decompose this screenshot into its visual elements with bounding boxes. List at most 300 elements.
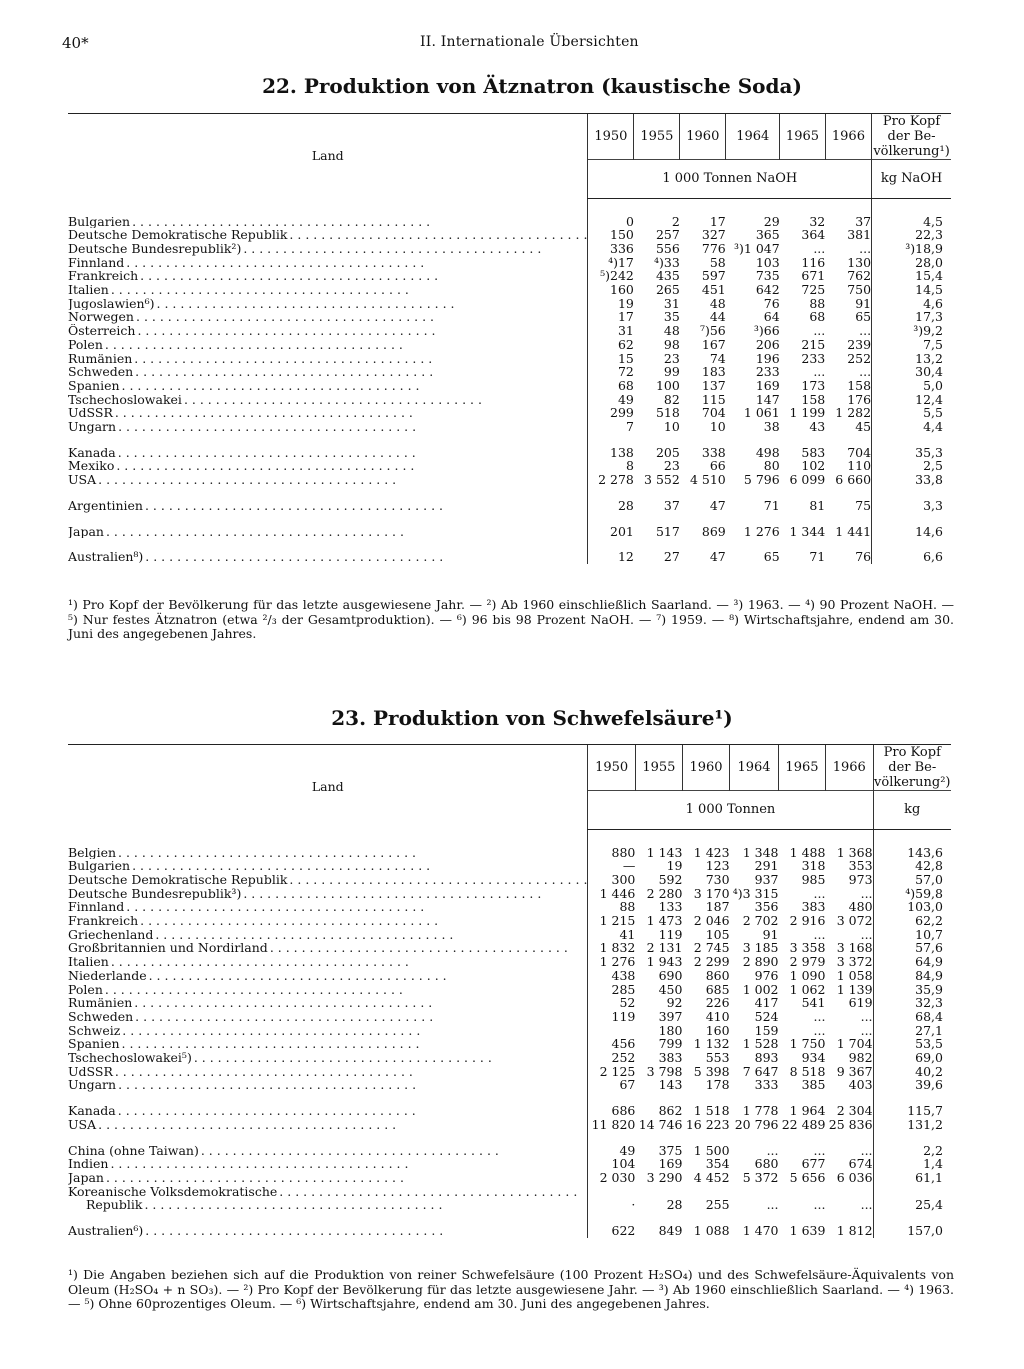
value-cell: 58 <box>709 254 726 270</box>
running-head: II. Internationale Übersichten <box>420 34 639 50</box>
per-capita-cell: 6,6 <box>872 550 951 564</box>
value-cell: 3 290 <box>646 1169 683 1185</box>
per-capita-cell: 5,5 <box>872 406 951 420</box>
table-row <box>68 525 951 539</box>
value-cell: ... <box>860 1008 873 1024</box>
country-cell: Schweden . . . <box>68 365 588 379</box>
per-capita-cell: 35,9 <box>873 983 951 997</box>
per-capita-cell: 2,5 <box>872 459 951 473</box>
value-cell: 3 072 <box>836 913 873 929</box>
year-header: 1966 <box>825 745 873 791</box>
value-cell: 3 168 <box>836 940 873 956</box>
value-cell: 72 <box>588 365 634 379</box>
value-cell: 169 <box>755 377 780 393</box>
value-cell: 686 <box>588 1104 635 1118</box>
value-cell: 74 <box>709 350 726 366</box>
per-capita-cell: 157,0 <box>873 1224 951 1238</box>
value-cell: 299 <box>588 406 634 420</box>
country-cell: Australien⁶) . . . <box>68 1224 588 1238</box>
value-cell: 119 <box>658 926 683 942</box>
country-cell: Finnland . . . <box>68 900 588 914</box>
value-cell: 776 <box>701 240 726 256</box>
value-cell: 31 <box>663 295 680 311</box>
value-cell: 255 <box>705 1197 730 1213</box>
value-cell: 19 <box>588 297 634 311</box>
table-row <box>68 1078 951 1092</box>
year-header: 1950 <box>588 114 634 160</box>
value-cell: 71 <box>763 497 780 513</box>
value-cell: 327 <box>701 227 726 243</box>
value-cell: ... <box>813 364 826 380</box>
value-cell: 2 890 <box>742 954 779 970</box>
value-cell: 103 <box>755 254 780 270</box>
value-cell: 5 372 <box>742 1169 779 1185</box>
country-cell: Polen . . . <box>68 983 588 997</box>
value-cell: ... <box>813 240 826 256</box>
value-cell: 1 062 <box>789 981 826 997</box>
value-cell: 7 <box>588 420 634 434</box>
table-row <box>68 283 951 297</box>
table-row <box>68 338 951 352</box>
per-capita-cell: ³)18,9 <box>872 242 951 256</box>
value-cell: 206 <box>755 336 780 352</box>
table-row <box>68 996 951 1010</box>
value-cell: 23 <box>663 350 680 366</box>
value-cell: 1 778 <box>742 1103 779 1119</box>
value-cell: 1 058 <box>836 967 873 983</box>
value-cell: 8 518 <box>789 1063 826 1079</box>
value-cell: 66 <box>709 458 726 474</box>
value-cell: 2 278 <box>588 473 634 487</box>
value-cell: 285 <box>588 983 635 997</box>
page-number: 40* <box>62 34 89 52</box>
value-cell: 456 <box>588 1037 635 1051</box>
value-cell: 49 <box>588 393 634 407</box>
per-capita-cell: 69,0 <box>873 1051 951 1065</box>
per-capita-cell: 32,3 <box>873 996 951 1010</box>
table-row <box>68 473 951 487</box>
value-cell: 403 <box>848 1077 873 1093</box>
value-cell: 75 <box>855 497 872 513</box>
value-cell: 233 <box>801 350 826 366</box>
value-cell: 849 <box>658 1223 683 1239</box>
value-cell: 642 <box>755 282 780 298</box>
per-capita-cell: 53,5 <box>873 1037 951 1051</box>
value-cell: 318 <box>801 858 826 874</box>
value-cell: 524 <box>754 1008 779 1024</box>
value-cell: ... <box>859 364 872 380</box>
value-cell: 9 367 <box>836 1063 873 1079</box>
country-cell: Republik . . . <box>68 1198 588 1212</box>
value-cell: 159 <box>754 1022 779 1038</box>
per-capita-unit: kg <box>873 791 951 830</box>
table-row <box>68 941 951 955</box>
table-row <box>68 859 951 873</box>
per-capita-cell: 14,5 <box>872 283 951 297</box>
country-cell: Italien . . . <box>68 955 588 969</box>
per-capita-cell: 33,8 <box>872 473 951 487</box>
per-capita-cell: 12,4 <box>872 393 951 407</box>
per-capita-cell: 25,4 <box>873 1198 951 1212</box>
value-cell: 102 <box>801 458 826 474</box>
per-capita-cell: 28,0 <box>872 256 951 270</box>
table-row <box>68 900 951 914</box>
value-cell: 725 <box>801 282 826 298</box>
per-capita-cell: 7,5 <box>872 338 951 352</box>
value-cell: 173 <box>801 377 826 393</box>
table-row <box>68 393 951 407</box>
country-cell: Bulgarien . . . <box>68 215 588 229</box>
value-cell: 451 <box>701 282 726 298</box>
value-cell: 65 <box>855 309 872 325</box>
value-cell: 158 <box>847 377 872 393</box>
per-capita-cell: 39,6 <box>873 1078 951 1092</box>
value-cell: — <box>588 859 635 873</box>
value-cell: 115 <box>701 391 726 407</box>
country-cell: Spanien . . . <box>68 1037 588 1051</box>
table-row <box>68 420 951 434</box>
value-cell: · <box>588 1198 635 1212</box>
value-cell: 435 <box>655 268 680 284</box>
value-cell: 1 215 <box>588 914 635 928</box>
country-cell: UdSSR . . . <box>68 1065 588 1079</box>
value-cell: 438 <box>588 969 635 983</box>
value-cell: 976 <box>754 967 779 983</box>
value-cell: 196 <box>755 350 780 366</box>
value-cell: 110 <box>847 458 872 474</box>
value-cell: 8 <box>588 459 634 473</box>
value-cell: ... <box>766 1142 779 1158</box>
country-cell: Österreich . . . <box>68 324 588 338</box>
value-cell: 6 660 <box>835 472 872 488</box>
per-capita-cell <box>873 1185 951 1199</box>
per-capita-header: Pro Kopf der Be- völkerung²) <box>874 745 951 790</box>
value-cell: ... <box>766 1197 779 1213</box>
table-row <box>68 365 951 379</box>
value-cell: 169 <box>658 1156 683 1172</box>
value-cell: 860 <box>705 967 730 983</box>
country-cell: Italien . . . <box>68 283 588 297</box>
value-cell: ... <box>813 323 826 339</box>
table-22-body <box>68 199 951 564</box>
value-cell: ... <box>859 240 872 256</box>
value-cell: 11 820 <box>588 1118 635 1132</box>
country-cell: Indien . . . <box>68 1157 588 1171</box>
table-row <box>68 499 951 513</box>
per-capita-cell: 17,3 <box>872 310 951 324</box>
value-cell: 226 <box>705 995 730 1011</box>
table-row <box>68 297 951 311</box>
value-cell: 119 <box>588 1010 635 1024</box>
value-cell: 178 <box>705 1077 730 1093</box>
value-cell: 480 <box>848 899 873 915</box>
per-capita-unit: kg NaOH <box>872 160 951 199</box>
value-cell: 23 <box>663 458 680 474</box>
per-capita-cell: ³)9,2 <box>872 324 951 338</box>
value-cell: 27 <box>663 549 680 565</box>
value-cell: 47 <box>709 497 726 513</box>
value-cell: ⁴)17 <box>588 256 634 270</box>
group-spacer <box>68 830 951 846</box>
table-row <box>68 969 951 983</box>
value-cell: 43 <box>809 419 826 435</box>
value-cell: 3 552 <box>644 472 680 488</box>
value-cell: ... <box>813 1022 826 1038</box>
year-header: 1960 <box>680 114 726 160</box>
value-cell: 12 <box>588 550 634 564</box>
value-cell: ... <box>860 1197 873 1213</box>
value-cell: ⁴)33 <box>654 254 680 270</box>
year-header: 1960 <box>682 745 729 791</box>
value-cell: 592 <box>658 871 683 887</box>
value-cell: 2 280 <box>646 885 683 901</box>
value-cell: 934 <box>801 1050 826 1066</box>
value-cell: 17 <box>709 213 726 229</box>
value-cell: 99 <box>663 364 680 380</box>
value-cell: 410 <box>705 1008 730 1024</box>
value-cell: 3 185 <box>742 940 779 956</box>
year-header: 1965 <box>780 114 826 160</box>
value-cell: 116 <box>801 254 826 270</box>
per-capita-cell: 57,0 <box>873 873 951 887</box>
table-row <box>68 324 951 338</box>
value-cell: 88 <box>809 295 826 311</box>
value-cell: 1 832 <box>588 941 635 955</box>
per-capita-cell: 40,2 <box>873 1065 951 1079</box>
value-cell: 1 143 <box>646 844 683 860</box>
value-cell: ⁵)242 <box>588 269 634 283</box>
value-cell: 1 132 <box>693 1036 730 1052</box>
value-cell: 1 276 <box>588 955 635 969</box>
value-cell: 16 223 <box>685 1116 730 1132</box>
value-cell: 556 <box>655 240 680 256</box>
value-cell: 180 <box>658 1022 683 1038</box>
value-cell: 48 <box>709 295 726 311</box>
table-23-body <box>68 830 951 1238</box>
value-cell: 869 <box>701 523 726 539</box>
country-cell: Frankreich . . . <box>68 914 588 928</box>
value-cell: 5 796 <box>743 472 780 488</box>
value-cell: 2 299 <box>693 954 730 970</box>
value-cell: 893 <box>754 1050 779 1066</box>
value-cell: 257 <box>655 227 680 243</box>
country-cell: Mexiko . . . <box>68 459 588 473</box>
value-cell: 1 518 <box>693 1103 730 1119</box>
value-cell: 76 <box>763 295 780 311</box>
value-cell: 176 <box>847 391 872 407</box>
value-cell: ... <box>860 1022 873 1038</box>
value-cell: 680 <box>754 1156 779 1172</box>
value-cell: 123 <box>705 858 730 874</box>
country-cell: Schweden . . . <box>68 1010 588 1024</box>
table-row <box>68 269 951 283</box>
value-cell: ³)66 <box>753 323 780 339</box>
value-cell: 383 <box>801 899 826 915</box>
per-capita-cell: 64,9 <box>873 955 951 969</box>
value-cell: 160 <box>588 283 634 297</box>
value-cell: 233 <box>755 364 780 380</box>
table-row <box>68 1010 951 1024</box>
value-cell: ... <box>813 1197 826 1213</box>
value-cell: 88 <box>588 900 635 914</box>
country-cell: Schweiz . . . <box>68 1024 588 1038</box>
value-cell <box>588 1024 635 1038</box>
value-cell: 671 <box>801 268 826 284</box>
value-cell: 1 446 <box>588 887 635 901</box>
value-cell: 1 090 <box>789 967 826 983</box>
country-cell: Bulgarien . . . <box>68 859 588 873</box>
value-cell: 498 <box>755 444 780 460</box>
value-cell: 541 <box>801 995 826 1011</box>
table-row <box>68 928 951 942</box>
value-cell: ... <box>859 323 872 339</box>
value-cell: 67 <box>588 1078 635 1092</box>
value-cell: 690 <box>658 967 683 983</box>
table-22-footnote: ¹) Pro Kopf der Bevölkerung für das letzte ausgewiesene Jahr. — ²) Ab 1960 einschließlich Saarland. — ³) 1963. — ⁴) 90 Prozent NaOH. — ⁵) Nur festes Ätznatron (etwa ²/₃ der Gesamtproduktion). — ⁶) 96 bis 98 Prozent NaOH. — ⁷) 1959. — ⁸) Wirtschaftsjahre, endend am 30. Juni des angegebenen Jahres. <box>68 597 954 641</box>
value-cell: 5 656 <box>789 1169 826 1185</box>
per-capita-cell: 27,1 <box>873 1024 951 1038</box>
value-cell: 41 <box>588 928 635 942</box>
value-cell: 383 <box>658 1050 683 1066</box>
value-cell: 28 <box>588 499 634 513</box>
value-cell: 750 <box>847 282 872 298</box>
value-cell: 201 <box>588 525 634 539</box>
country-cell: Ungarn . . . <box>68 1078 588 1092</box>
value-cell: 143 <box>658 1077 683 1093</box>
table-row <box>68 459 951 473</box>
value-cell: 365 <box>755 227 780 243</box>
value-cell: 1 061 <box>743 405 780 421</box>
value-cell: 80 <box>763 458 780 474</box>
table-row <box>68 1171 951 1185</box>
country-cell: Kanada . . . <box>68 446 588 460</box>
table-row <box>68 310 951 324</box>
table-row <box>68 379 951 393</box>
value-cell: 49 <box>588 1144 635 1158</box>
value-cell: 147 <box>755 391 780 407</box>
per-capita-cell: 10,7 <box>873 928 951 942</box>
value-cell: 138 <box>588 446 634 460</box>
country-cell: Griechenland . . . <box>68 928 588 942</box>
value-cell: 160 <box>705 1022 730 1038</box>
table-row <box>68 846 951 860</box>
value-cell: 91 <box>762 926 779 942</box>
per-capita-cell: 30,4 <box>872 365 951 379</box>
unit-header: 1 000 Tonnen NaOH <box>588 160 872 199</box>
value-cell: 704 <box>701 405 726 421</box>
per-capita-cell: 131,2 <box>873 1118 951 1132</box>
country-cell: Polen . . . <box>68 338 588 352</box>
country-cell: Spanien . . . <box>68 379 588 393</box>
value-cell: 1 639 <box>789 1223 826 1239</box>
value-cell: 22 489 <box>781 1116 826 1132</box>
country-cell: Belgien . . . <box>68 846 588 860</box>
value-cell: 1 488 <box>789 844 826 860</box>
table-22 <box>68 113 951 564</box>
value-cell: 291 <box>754 858 779 874</box>
country-cell: Kanada . . . <box>68 1104 588 1118</box>
value-cell: 518 <box>655 405 680 421</box>
per-capita-cell: 143,6 <box>873 846 951 860</box>
table-23-footnote: ¹) Die Angaben beziehen sich auf die Produktion von reiner Schwefelsäure (100 Prozent H₂SO₄) und des Schwefelsäure-Äquivalents von Oleum (H₂SO₄ + n SO₃). — ²) Pro Kopf der Bevölkerung für das letzte ausgewiesene Jahr. — ³) Ab 1960 einschließlich Saarland. — ⁴) 1963. — ⁵) Ohne 60prozentiges Oleum. — ⁶) Wirtschaftsjahre, endend am 30. Juni des angegebenen Jahres. <box>68 1267 954 1311</box>
value-cell: 2 745 <box>693 940 730 956</box>
value-cell: 7 647 <box>742 1063 779 1079</box>
value-cell: 417 <box>754 995 779 1011</box>
value-cell: 32 <box>809 213 826 229</box>
value-cell: 91 <box>855 295 872 311</box>
value-cell: 619 <box>848 995 873 1011</box>
value-cell: 35 <box>663 309 680 325</box>
value-cell: 3 798 <box>646 1063 683 1079</box>
table-row <box>68 1051 951 1065</box>
group-spacer <box>68 513 951 525</box>
value-cell: 62 <box>588 338 634 352</box>
value-cell: 1 704 <box>836 1036 873 1052</box>
value-cell: 6 099 <box>789 472 826 488</box>
value-cell: 364 <box>801 227 826 243</box>
value-cell: 20 796 <box>734 1116 779 1132</box>
country-cell: Japan . . . <box>68 525 588 539</box>
value-cell: 187 <box>705 899 730 915</box>
value-cell: 2 <box>671 213 680 229</box>
value-cell: 205 <box>655 444 680 460</box>
value-cell: 397 <box>658 1008 683 1024</box>
value-cell: 5 398 <box>693 1063 730 1079</box>
value-cell: 45 <box>855 419 872 435</box>
value-cell: 1 139 <box>836 981 873 997</box>
country-cell: Deutsche Bundesrepublik²) . . . <box>68 242 588 256</box>
value-cell: 1 423 <box>693 844 730 860</box>
table-22-title: 22. Produktion von Ätznatron (kaustische Soda) <box>262 74 802 98</box>
per-capita-cell: 2,2 <box>873 1144 951 1158</box>
value-cell: ... <box>813 1008 826 1024</box>
group-spacer <box>68 434 951 446</box>
value-cell: 37 <box>855 213 872 229</box>
value-cell: 1 088 <box>693 1223 730 1239</box>
value-cell: 68 <box>588 379 634 393</box>
value-cell: 937 <box>754 871 779 887</box>
table-row <box>68 955 951 969</box>
per-capita-cell: 13,2 <box>872 352 951 366</box>
per-capita-cell: 4,4 <box>872 420 951 434</box>
per-capita-cell: 4,6 <box>872 297 951 311</box>
value-cell: 517 <box>655 523 680 539</box>
value-cell: 10 <box>663 419 680 435</box>
table-row <box>68 887 951 901</box>
value-cell: 583 <box>801 444 826 460</box>
per-capita-cell: 1,4 <box>873 1157 951 1171</box>
value-cell: 38 <box>763 419 780 435</box>
value-cell: 252 <box>588 1051 635 1065</box>
value-cell: 730 <box>705 871 730 887</box>
value-cell: 336 <box>588 242 634 256</box>
value-cell: 64 <box>763 309 780 325</box>
table-row <box>68 873 951 887</box>
country-cell: Norwegen . . . <box>68 310 588 324</box>
value-cell: 252 <box>847 350 872 366</box>
year-header: 1964 <box>726 114 780 160</box>
value-cell: 98 <box>663 336 680 352</box>
value-cell: 762 <box>847 268 872 284</box>
value-cell <box>825 1185 873 1199</box>
value-cell: 1 473 <box>646 913 683 929</box>
value-cell: 29 <box>763 213 780 229</box>
year-header: 1966 <box>825 114 871 160</box>
value-cell: 354 <box>705 1156 730 1172</box>
value-cell: 704 <box>847 444 872 460</box>
per-capita-cell: 5,0 <box>872 379 951 393</box>
value-cell: 2 125 <box>588 1065 635 1079</box>
